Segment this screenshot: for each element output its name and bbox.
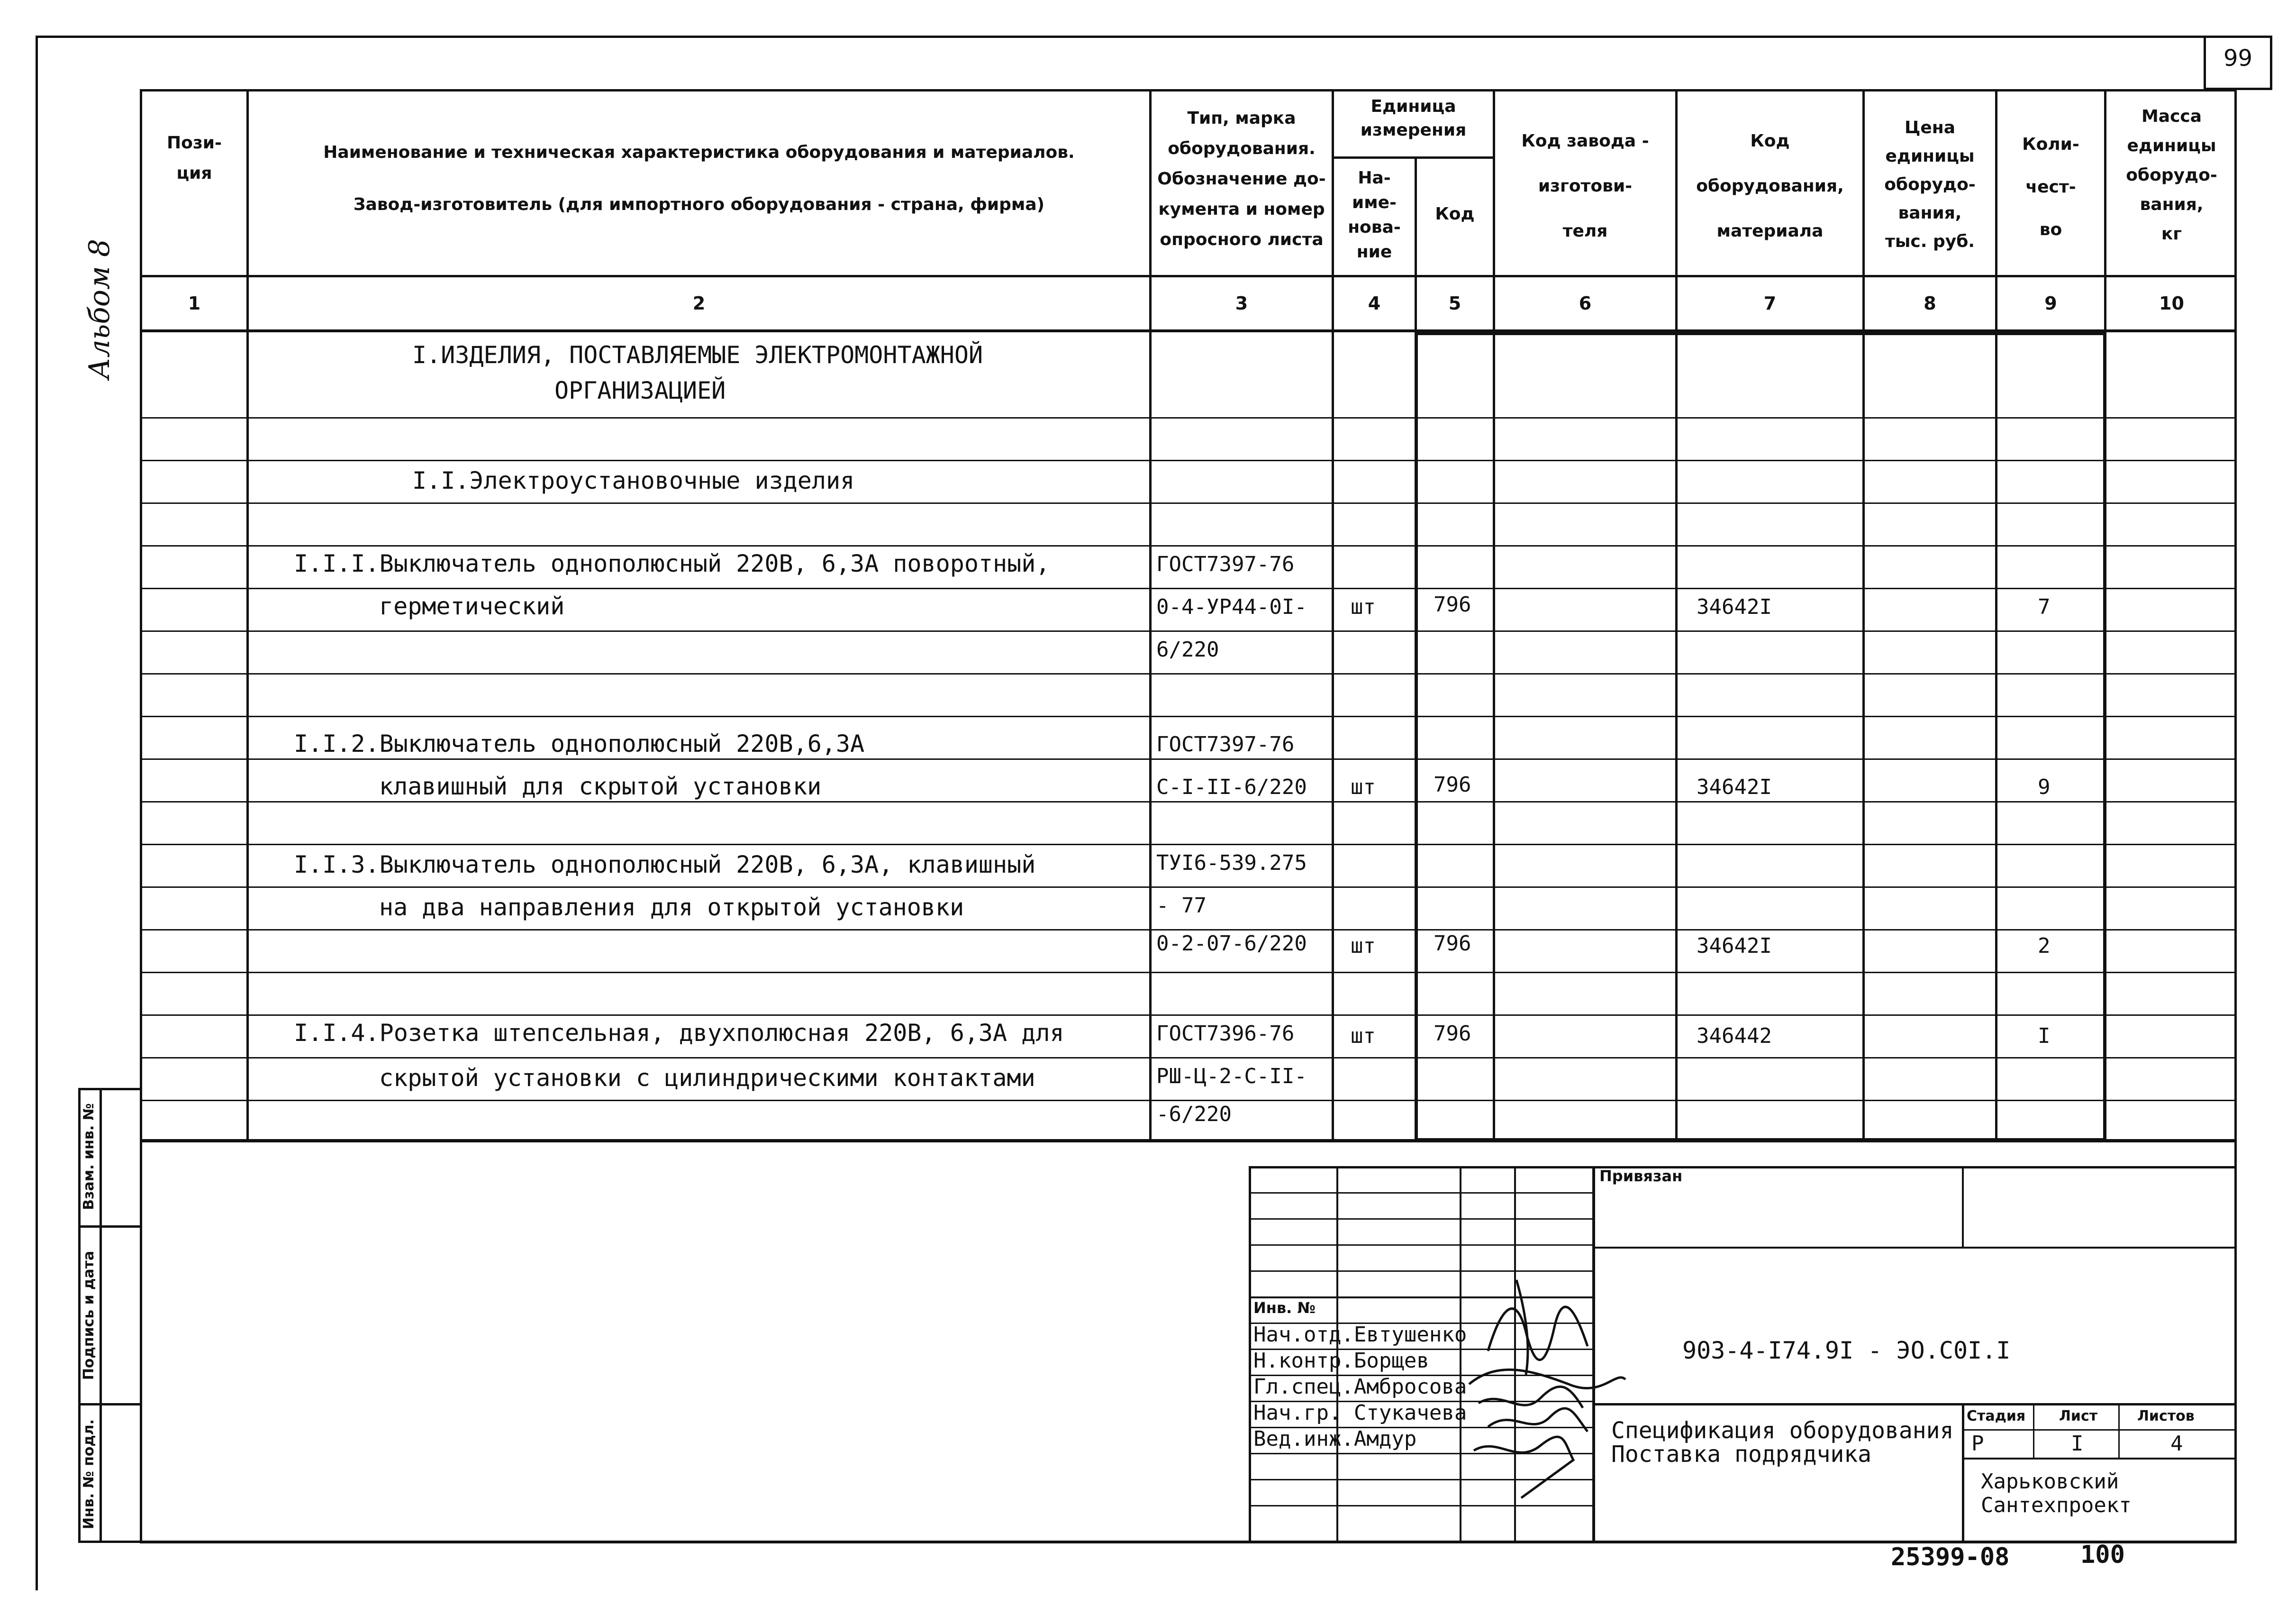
row-line — [140, 1100, 2237, 1101]
item3-equipment-code: 34642I — [1697, 934, 1772, 958]
item4-unit: шт — [1351, 1024, 1376, 1048]
header-name-line1: Наименование и техническая характеристика оборудования и материалов. — [323, 143, 1075, 162]
row-line — [140, 844, 2237, 845]
tb-org-2: Сантехпроект — [1981, 1493, 2132, 1517]
signature-5 — [1474, 1437, 1573, 1498]
tb-sheet-label: Лист — [2059, 1408, 2098, 1424]
table-bottom-line — [140, 1140, 2237, 1142]
signature-1-tail — [1516, 1280, 1528, 1375]
tb-row — [1249, 1218, 1595, 1220]
tb-inv-no: Инв. № — [1253, 1299, 1316, 1317]
item2-equipment-code: 34642I — [1697, 775, 1772, 799]
page-number: 99 — [2223, 45, 2253, 72]
row-line — [140, 630, 2237, 632]
row-line — [140, 801, 2237, 803]
colnum-5: 5 — [1448, 293, 1461, 314]
item3-unit: шт — [1351, 934, 1376, 958]
row-line — [140, 1014, 2237, 1016]
item1-quantity: 7 — [2038, 595, 2051, 619]
side-stamp-divider — [100, 1088, 102, 1543]
row-line — [140, 588, 2237, 589]
tb-sheets-label: Листов — [2137, 1408, 2195, 1424]
item1-code: 796 — [1434, 593, 1471, 617]
row-line — [140, 716, 2237, 717]
row-line — [140, 758, 2237, 760]
row-line — [140, 502, 2237, 504]
bold-block — [1415, 332, 2106, 1141]
header-name-line2: Завод-изготовитель (для импортного оборудования - страна, фирма) — [353, 195, 1045, 214]
tb-code-line — [1592, 1403, 2237, 1405]
header-unit-price: Цена единицы оборудо- вания, тыс. руб. — [1884, 118, 1976, 251]
tb-row — [1249, 1244, 1595, 1246]
bottom-frame-left — [140, 1140, 142, 1543]
side-podpis: Подпись и дата — [81, 1250, 97, 1380]
tb-privyazan: Привязан — [1599, 1167, 1683, 1185]
item1-doc-line3: 6/220 — [1156, 638, 1219, 662]
tb-sheets: 4 — [2170, 1432, 2183, 1456]
tb-doc-code: 903-4-I74.9I - ЭО.С0I.I — [1682, 1337, 2011, 1364]
tb-sig-5: Вед.инж.Амдур — [1253, 1427, 1417, 1451]
signature-4 — [1488, 1408, 1588, 1432]
header-unit-code: Код — [1435, 204, 1475, 224]
header-equipment-code: Код оборудования, материала — [1696, 131, 1844, 241]
row-line — [140, 1057, 2237, 1058]
item2-doc-line2: С-I-II-6/220 — [1156, 775, 1307, 799]
signature-3 — [1479, 1387, 1583, 1408]
tb-row — [1249, 1192, 1595, 1194]
colnum-4: 4 — [1368, 293, 1381, 314]
sheet-left-border — [36, 36, 38, 1590]
tb-sig-3: Гл.спец.Амбросова — [1253, 1375, 1467, 1399]
tb-doc-title-1: Спецификация оборудования — [1611, 1417, 1954, 1444]
item2-unit: шт — [1351, 775, 1376, 799]
subsection-title: I.I.Электроустановочные изделия — [412, 467, 855, 494]
colnum-2: 2 — [692, 293, 706, 314]
row-line — [140, 886, 2237, 888]
archive-page: 100 — [2080, 1541, 2125, 1569]
side-stamp-row — [78, 1225, 142, 1228]
tb-privyazan-divider — [1962, 1166, 1964, 1248]
item4-quantity: I — [2038, 1024, 2051, 1048]
tb-doc-title-2: Поставка подрядчика — [1611, 1441, 1872, 1468]
tb-stage-hline2 — [1962, 1458, 2237, 1460]
colnum-3: 3 — [1235, 293, 1248, 314]
signature-2 — [1469, 1370, 1625, 1388]
item1-name-line2: герметический — [379, 593, 565, 620]
row-line — [140, 929, 2237, 931]
header-bottom-line — [140, 275, 2237, 277]
item1-doc-line2: 0-4-УР44-0I- — [1156, 595, 1307, 619]
header-type-mark: Тип, марка оборудования. Обозначение до- кумента и номер опросного листа — [1157, 109, 1326, 249]
item4-name-line1: I.I.4.Розетка штепсельная, двухполюсная 220В, 6,3А для — [294, 1019, 1064, 1047]
row-line — [140, 417, 2237, 419]
item4-doc-line1: ГОСТ7396-76 — [1156, 1022, 1295, 1046]
tb-stage-divider — [1962, 1403, 1964, 1543]
row-line — [140, 673, 2237, 675]
colnum-9: 9 — [2044, 293, 2057, 314]
signature-scribbles — [1460, 1275, 1630, 1507]
tb-stage-label: Стадия — [1967, 1408, 2026, 1424]
signature-1 — [1488, 1307, 1588, 1360]
row-line — [140, 460, 2237, 461]
tb-org-1: Харьковский — [1981, 1469, 2119, 1494]
section-title-line1: I.ИЗДЕЛИЯ, ПОСТАВЛЯЕМЫЕ ЭЛЕКТРОМОНТАЖНОЙ — [412, 341, 983, 369]
colnum-8: 8 — [1924, 293, 1936, 314]
tb-stage-v1 — [2033, 1403, 2034, 1459]
colnum-10: 10 — [2159, 293, 2184, 314]
item3-name-line1: I.I.3.Выключатель однополюсный 220В, 6,3А, клавишный — [294, 851, 1036, 878]
album-label: Альбом 8 — [83, 238, 116, 379]
tb-sig-4: Нач.гр. Стукачева — [1253, 1401, 1467, 1425]
header-mass: Масса единицы оборудо- вания, кг — [2126, 107, 2217, 244]
colnum-7: 7 — [1763, 293, 1777, 314]
item1-equipment-code: 34642I — [1697, 595, 1772, 619]
side-vzam: Взам. инв. № — [81, 1103, 97, 1210]
item3-doc-line1: ТУI6-539.275 — [1156, 851, 1307, 875]
item3-doc-line3: 0-2-07-6/220 — [1156, 931, 1307, 956]
sheet-top-border — [36, 36, 2272, 38]
item1-name-line1: I.I.I.Выключатель однополюсный 220В, 6,3А поворотный, — [294, 550, 1050, 577]
item3-code: 796 — [1434, 931, 1471, 956]
header-unit-group: Единица измерения — [1360, 97, 1467, 140]
section-title-line2: ОРГАНИЗАЦИЕЙ — [554, 377, 726, 404]
item1-doc-line1: ГОСТ7397-76 — [1156, 552, 1295, 576]
header-position: Пози- ция — [167, 133, 222, 183]
archive-number: 25399-08 — [1891, 1543, 2010, 1571]
item3-name-line2: на два направления для открытой установки — [379, 894, 964, 921]
row-line — [140, 545, 2237, 547]
header-unit-name: На- име- нова- ние — [1348, 168, 1401, 262]
item4-name-line2: скрытой установки с цилиндрическими контактами — [379, 1064, 1035, 1092]
tb-privyazan-line — [1592, 1247, 2237, 1249]
item3-doc-line2: - 77 — [1156, 894, 1207, 918]
tb-stage-v2 — [2118, 1403, 2120, 1459]
tb-stage-hline1 — [1962, 1429, 2237, 1431]
tb-sig-1: Нач.отд.Евтушенко — [1253, 1323, 1467, 1347]
item2-code: 796 — [1434, 773, 1471, 797]
item4-doc-line3: -6/220 — [1156, 1102, 1232, 1126]
colnum-1: 1 — [188, 293, 201, 314]
tb-row — [1249, 1270, 1595, 1272]
row-line — [140, 972, 2237, 973]
header-factory-code: Код завода - изготови- теля — [1521, 131, 1649, 241]
item2-name-line1: I.I.2.Выключатель однополюсный 220В,6,3А — [294, 730, 865, 757]
item4-code: 796 — [1434, 1022, 1471, 1046]
tb-sig-2: Н.контр.Борщев — [1253, 1349, 1429, 1373]
colnum-6: 6 — [1579, 293, 1592, 314]
item4-doc-line2: РШ-Ц-2-С-II- — [1156, 1064, 1307, 1088]
item1-unit: шт — [1351, 595, 1376, 619]
item2-doc-line1: ГОСТ7397-76 — [1156, 732, 1295, 757]
tb-sheet: I — [2071, 1432, 2084, 1456]
col-line-1 — [246, 89, 249, 1141]
side-inv: Инв. № подл. — [81, 1419, 97, 1530]
colnum-bottom-line — [140, 329, 2237, 332]
item4-equipment-code: 346442 — [1697, 1024, 1772, 1048]
item2-quantity: 9 — [2038, 775, 2051, 799]
header-quantity: Коли- чест- во — [2022, 135, 2079, 239]
item2-name-line2: клавишный для скрытой установки — [379, 773, 822, 800]
unit-group-line — [1332, 156, 1495, 159]
item3-quantity: 2 — [2038, 934, 2051, 958]
tb-stage: Р — [1971, 1432, 1984, 1456]
